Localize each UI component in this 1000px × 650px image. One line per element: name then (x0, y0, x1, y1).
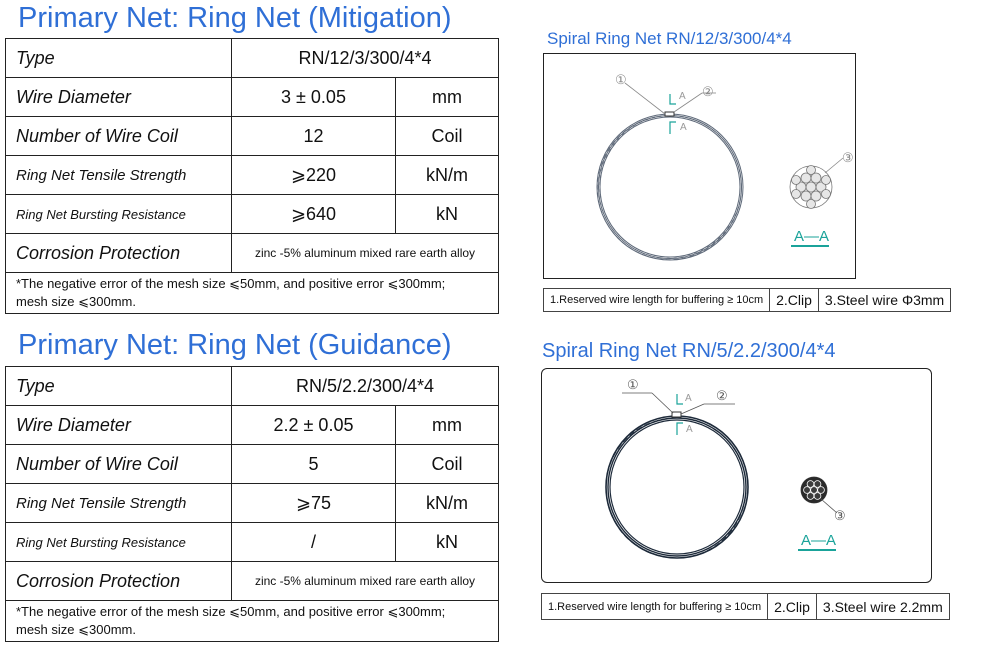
bursting-unit: kN (396, 523, 499, 562)
coil-value: 5 (232, 445, 396, 484)
note-line-1: *The negative error of the mesh size ⩽50mm, and positive error ⩽300mm; (16, 276, 446, 291)
diagram2-drawing (541, 368, 932, 583)
wire-diameter-label: Wire Diameter (6, 78, 232, 117)
legend-clip: 2.Clip (770, 289, 819, 311)
coil-label: Number of Wire Coil (6, 117, 232, 156)
diagram1-title: Spiral Ring Net RN/12/3/300/4*4 (547, 29, 792, 48)
table-row (6, 523, 499, 562)
bursting-label: Ring Net Bursting Resistance (6, 195, 232, 234)
wire-diameter-unit: mm (396, 78, 499, 117)
mitigation-spec-table (5, 38, 499, 314)
table-row (6, 406, 499, 445)
tensile-label: Ring Net Tensile Strength (6, 156, 232, 195)
type-value: RN/12/3/300/4*4 (232, 39, 499, 78)
section-mark-top: A (685, 393, 692, 404)
guidance-spec-table (5, 366, 499, 642)
section-mark-top: A (679, 91, 686, 102)
callout-3: ③ (834, 508, 846, 523)
table-row (6, 234, 499, 273)
callout-3: ③ (842, 150, 854, 165)
guidance-title: Primary Net: Ring Net (Guidance) (18, 329, 452, 361)
type-label: Type (6, 367, 232, 406)
wire-diameter-value: 3 ± 0.05 (232, 78, 396, 117)
coil-unit: Coil (396, 445, 499, 484)
callout-2: ② (702, 84, 714, 99)
diagram1-drawing (543, 53, 856, 279)
diagram2-legend (541, 593, 950, 620)
legend-steel-wire: 3.Steel wire Φ3mm (824, 292, 945, 308)
table-row (6, 562, 499, 601)
table-row (6, 39, 499, 78)
corrosion-label: Corrosion Protection (6, 234, 232, 273)
tensile-unit: kN/m (396, 156, 499, 195)
tensile-value: ⩾75 (232, 484, 396, 523)
bursting-unit: kN (396, 195, 499, 234)
legend-clip: 2.Clip (768, 594, 817, 619)
coil-label: Number of Wire Coil (6, 445, 232, 484)
table-row (6, 445, 499, 484)
table-row (6, 195, 499, 234)
note-line-2: mesh size ⩽300mm. (16, 294, 136, 309)
corrosion-value: zinc -5% aluminum mixed rare earth alloy (232, 562, 499, 601)
type-value: RN/5/2.2/300/4*4 (232, 367, 499, 406)
wire-diameter-value: 2.2 ± 0.05 (232, 406, 396, 445)
section-label: A—A (801, 532, 837, 549)
callout-1: ① (627, 377, 639, 392)
corrosion-value: zinc -5% aluminum mixed rare earth alloy (232, 234, 499, 273)
mitigation-note (6, 273, 499, 314)
coil-value: 12 (232, 117, 396, 156)
tensile-label: Ring Net Tensile Strength (6, 484, 232, 523)
section-label: A—A (794, 228, 830, 245)
clip-mark (665, 112, 674, 116)
table-row (6, 117, 499, 156)
bursting-value: ⩾640 (232, 195, 396, 234)
type-label: Type (6, 39, 232, 78)
table-row (6, 601, 499, 642)
table-row (6, 156, 499, 195)
legend-reserved-wire: 1.Reserved wire length for buffering ≥ 10cm (542, 594, 768, 619)
coil-unit: Coil (396, 117, 499, 156)
table-row (6, 484, 499, 523)
table-row (6, 367, 499, 406)
wire-diameter-unit: mm (396, 406, 499, 445)
clip-mark (672, 412, 681, 417)
ring-coils (606, 416, 748, 558)
legend-steel-wire: 3.Steel wire 2.2mm (822, 598, 943, 615)
table-row (6, 78, 499, 117)
bursting-value: / (232, 523, 396, 562)
bursting-label: Ring Net Bursting Resistance (6, 523, 232, 562)
mitigation-title: Primary Net: Ring Net (Mitigation) (18, 2, 452, 34)
note-line-2: mesh size ⩽300mm. (16, 622, 136, 637)
tensile-unit: kN/m (396, 484, 499, 523)
note-line-1: *The negative error of the mesh size ⩽50mm, and positive error ⩽300mm; (16, 604, 446, 619)
guidance-note (6, 601, 499, 642)
wire-diameter-label: Wire Diameter (6, 406, 232, 445)
corrosion-label: Corrosion Protection (6, 562, 232, 601)
tensile-value: ⩾220 (232, 156, 396, 195)
ring-coils (597, 114, 743, 260)
section-mark-bottom: A (680, 122, 687, 133)
diagram1-legend (543, 288, 951, 312)
diagram2-title: Spiral Ring Net RN/5/2.2/300/4*4 (542, 340, 836, 362)
callout-1: ① (615, 72, 627, 87)
legend-reserved-wire: 1.Reserved wire length for buffering ≥ 10cm (544, 289, 770, 311)
section-mark-bottom: A (686, 424, 693, 435)
callout-2: ② (716, 388, 728, 403)
cross-section (801, 477, 827, 503)
table-row (6, 273, 499, 314)
